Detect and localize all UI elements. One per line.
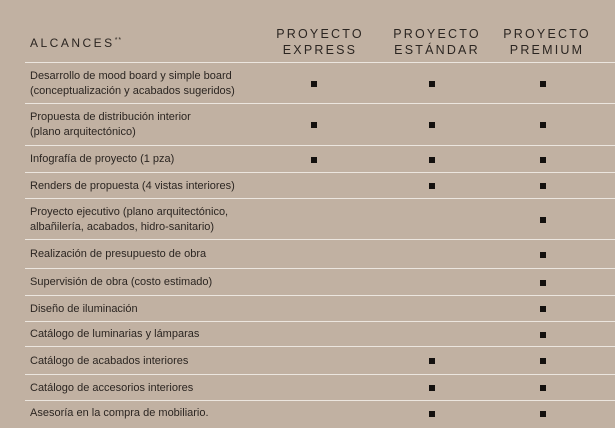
table-row bbox=[25, 198, 615, 239]
row-label bbox=[30, 110, 191, 140]
included-mark-premium bbox=[540, 252, 546, 258]
included-mark-standard bbox=[429, 81, 435, 87]
row-label-line: Catálogo de acabados interiores bbox=[30, 355, 189, 367]
plan-header-standard bbox=[382, 26, 492, 58]
scope-table bbox=[25, 62, 615, 425]
row-label bbox=[30, 152, 174, 167]
included-mark-premium bbox=[540, 280, 546, 286]
table-row bbox=[25, 268, 615, 295]
table-row bbox=[25, 103, 615, 145]
row-label bbox=[30, 247, 206, 262]
included-mark-premium bbox=[540, 411, 546, 417]
scope-header-footnote-mark: ** bbox=[114, 37, 123, 44]
included-mark-premium bbox=[540, 306, 546, 312]
included-mark-premium bbox=[540, 332, 546, 338]
table-row bbox=[25, 321, 615, 346]
plan-header-line1: PROYECTO bbox=[276, 27, 364, 41]
included-mark-express bbox=[311, 122, 317, 128]
included-mark-premium bbox=[540, 358, 546, 364]
row-label-line: Infografía de proyecto (1 pza) bbox=[30, 153, 175, 165]
row-label-line: Desarrollo de mood board y simple board bbox=[30, 70, 232, 82]
row-label-line: Supervisión de obra (costo estimado) bbox=[30, 276, 213, 288]
table-row bbox=[25, 400, 615, 425]
scope-header-label: ALCANCES bbox=[30, 36, 115, 50]
table-row bbox=[25, 172, 615, 198]
included-mark-standard bbox=[429, 183, 435, 189]
table-row bbox=[25, 295, 615, 321]
row-label-line: Asesoría en la compra de mobiliario. bbox=[30, 407, 209, 419]
included-mark-standard bbox=[429, 358, 435, 364]
table-row bbox=[25, 374, 615, 400]
row-label-line: (conceptualización y acabados sugeridos) bbox=[30, 85, 235, 97]
row-label-line: Catálogo de accesorios interiores bbox=[30, 382, 194, 394]
row-label bbox=[30, 179, 235, 194]
row-label-line: Catálogo de luminarias y lámparas bbox=[30, 328, 200, 340]
included-mark-standard bbox=[429, 122, 435, 128]
included-mark-premium bbox=[540, 183, 546, 189]
row-label-line: (plano arquitectónico) bbox=[30, 126, 136, 138]
included-mark-premium bbox=[540, 385, 546, 391]
row-label bbox=[30, 381, 193, 396]
included-mark-premium bbox=[540, 122, 546, 128]
table-row bbox=[25, 62, 615, 103]
included-mark-standard bbox=[429, 157, 435, 163]
row-label-line: Proyecto ejecutivo (plano arquitectónico, bbox=[30, 206, 229, 218]
table-row bbox=[25, 239, 615, 268]
row-label-line: Propuesta de distribución interior bbox=[30, 111, 191, 123]
row-label bbox=[30, 205, 228, 235]
plan-header-line1: PROYECTO bbox=[393, 27, 481, 41]
table-row bbox=[25, 145, 615, 172]
included-mark-premium bbox=[540, 217, 546, 223]
row-label bbox=[30, 406, 209, 421]
row-label bbox=[30, 327, 199, 342]
included-mark-standard bbox=[429, 385, 435, 391]
included-mark-premium bbox=[540, 157, 546, 163]
row-label-line: albañilería, acabados, hidro-sanitario) bbox=[30, 221, 215, 233]
plan-header-express bbox=[265, 26, 375, 58]
plan-header-premium bbox=[492, 26, 602, 58]
plan-header-line2: ESTÁNDAR bbox=[394, 43, 480, 57]
row-label bbox=[30, 69, 235, 99]
plan-header-line2: PREMIUM bbox=[509, 43, 585, 57]
included-mark-express bbox=[311, 157, 317, 163]
included-mark-standard bbox=[429, 411, 435, 417]
included-mark-express bbox=[311, 81, 317, 87]
scope-header bbox=[30, 36, 122, 50]
row-label bbox=[30, 302, 138, 317]
table-row bbox=[25, 346, 615, 374]
plan-header-line1: PROYECTO bbox=[503, 27, 591, 41]
row-label bbox=[30, 354, 188, 369]
included-mark-premium bbox=[540, 81, 546, 87]
row-label bbox=[30, 275, 212, 290]
row-label-line: Renders de propuesta (4 vistas interiores) bbox=[30, 180, 235, 192]
plan-header-line2: EXPRESS bbox=[282, 43, 358, 57]
row-label-line: Realización de presupuesto de obra bbox=[30, 248, 207, 260]
row-label-line: Diseño de iluminación bbox=[30, 303, 138, 315]
